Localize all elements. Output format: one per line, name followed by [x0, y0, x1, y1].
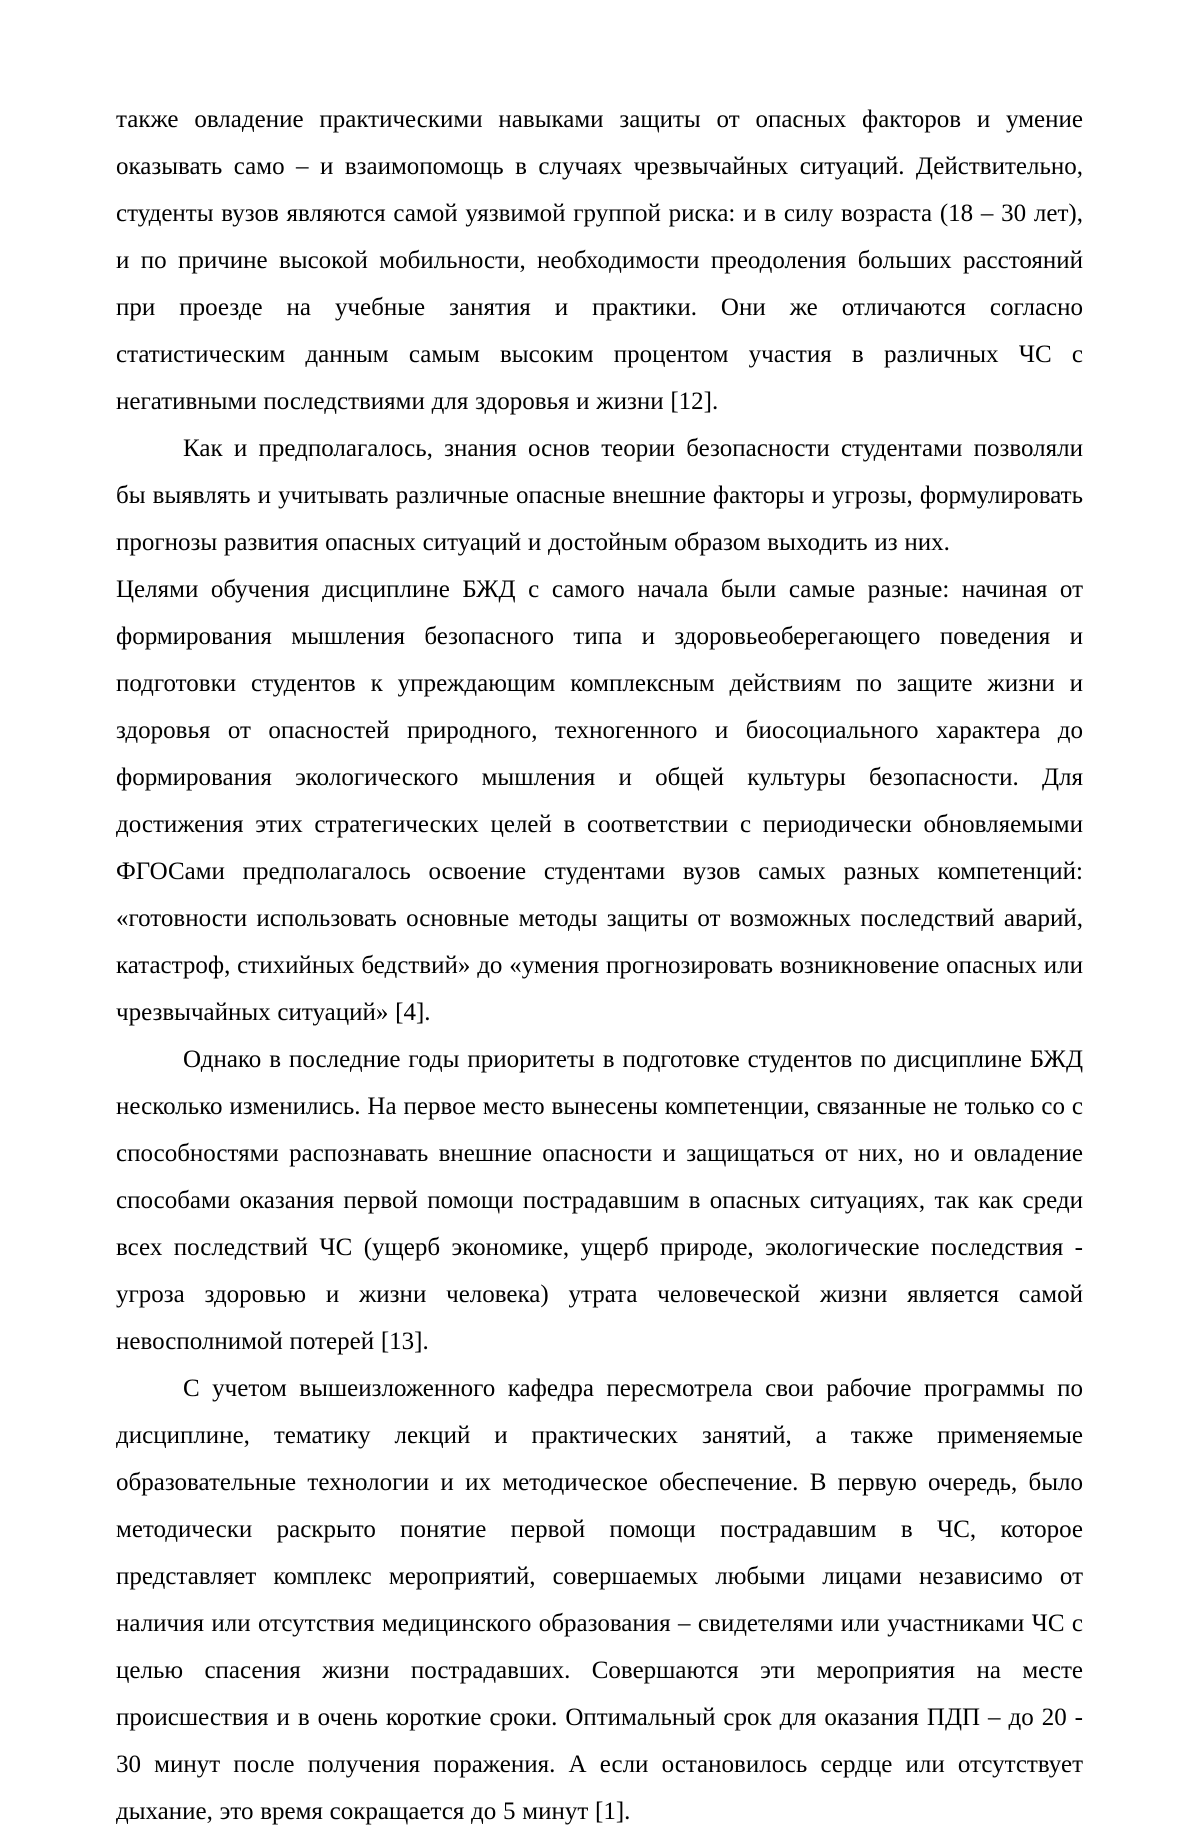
paragraph-1: также овладение практическими навыками защиты от опасных факторов и умение оказывать само – и взаимопомощь в случаях чрезвычайных ситуаций. Действительно, студенты вузов являются самой уязвимой группой риска: и в силу возраста (18 – 30 лет), и по причине высокой мобильности, необходимости преодоления больших расстояний при проезде на учебные занятия и практики. Они же отличаются согласно статистическим данным самым высоким процентом участия в различных ЧС с негативными последствиями для здоровья и жизни [12].: [116, 106, 1083, 415]
paragraph-4: Однако в последние годы приоритеты в подготовке студентов по дисциплине БЖД несколько изменились. На первое место вынесены компетенции, связанные не только со с способностями распознавать внешние опасности и защищаться от них, но и овладение способами оказания первой помощи пострадавшим в опасных ситуациях, так как среди всех последствий ЧС (ущерб экономике, ущерб природе, экологические последствия - угроза здоровью и жизни человека) утрата человеческой жизни является самой невосполнимой потерей [13].: [116, 1046, 1083, 1355]
paragraph-2: Как и предполагалось, знания основ теории безопасности студентами позволяли бы выявлять и учитывать различные опасные внешние факторы и угрозы, формулировать прогнозы развития опасных ситуаций и достойным образом выходить из них.: [116, 435, 1083, 556]
paragraph-3: Целями обучения дисциплине БЖД с самого начала были самые разные: начиная от формирования мышления безопасного типа и здоровьеоберегающего поведения и подготовки студентов к упреждающим комплексным действиям по защите жизни и здоровья от опасностей природного, техногенного и биосоциального характера до формирования экологического мышления и общей культуры безопасности. Для достижения этих стратегических целей в соответствии с периодически обновляемыми ФГОСами предполагалось освоение студентами вузов самых разных компетенций: «готовности использовать основные методы защиты от возможных последствий аварий, катастроф, стихийных бедствий» до «умения прогнозировать возникновение опасных или чрезвычайных ситуаций» [4].: [116, 576, 1083, 1026]
paragraph-5: С учетом вышеизложенного кафедра пересмотрела свои рабочие программы по дисциплине, тематику лекций и практических занятий, а также применяемые образовательные технологии и их методическое обеспечение. В первую очередь, было методически раскрыто понятие первой помощи пострадавшим в ЧС, которое представляет комплекс мероприятий, совершаемых любыми лицами независимо от наличия или отсутствия медицинского образования – свидетелями или участниками ЧС с целью спасения жизни пострадавших. Совершаются эти мероприятия на месте происшествия и в очень короткие сроки. Оптимальный срок для оказания ПДП – до 20 - 30 минут после получения поражения. А если остановилось сердце или отсутствует дыхание, это время сокращается до 5 минут [1].: [116, 1375, 1083, 1825]
